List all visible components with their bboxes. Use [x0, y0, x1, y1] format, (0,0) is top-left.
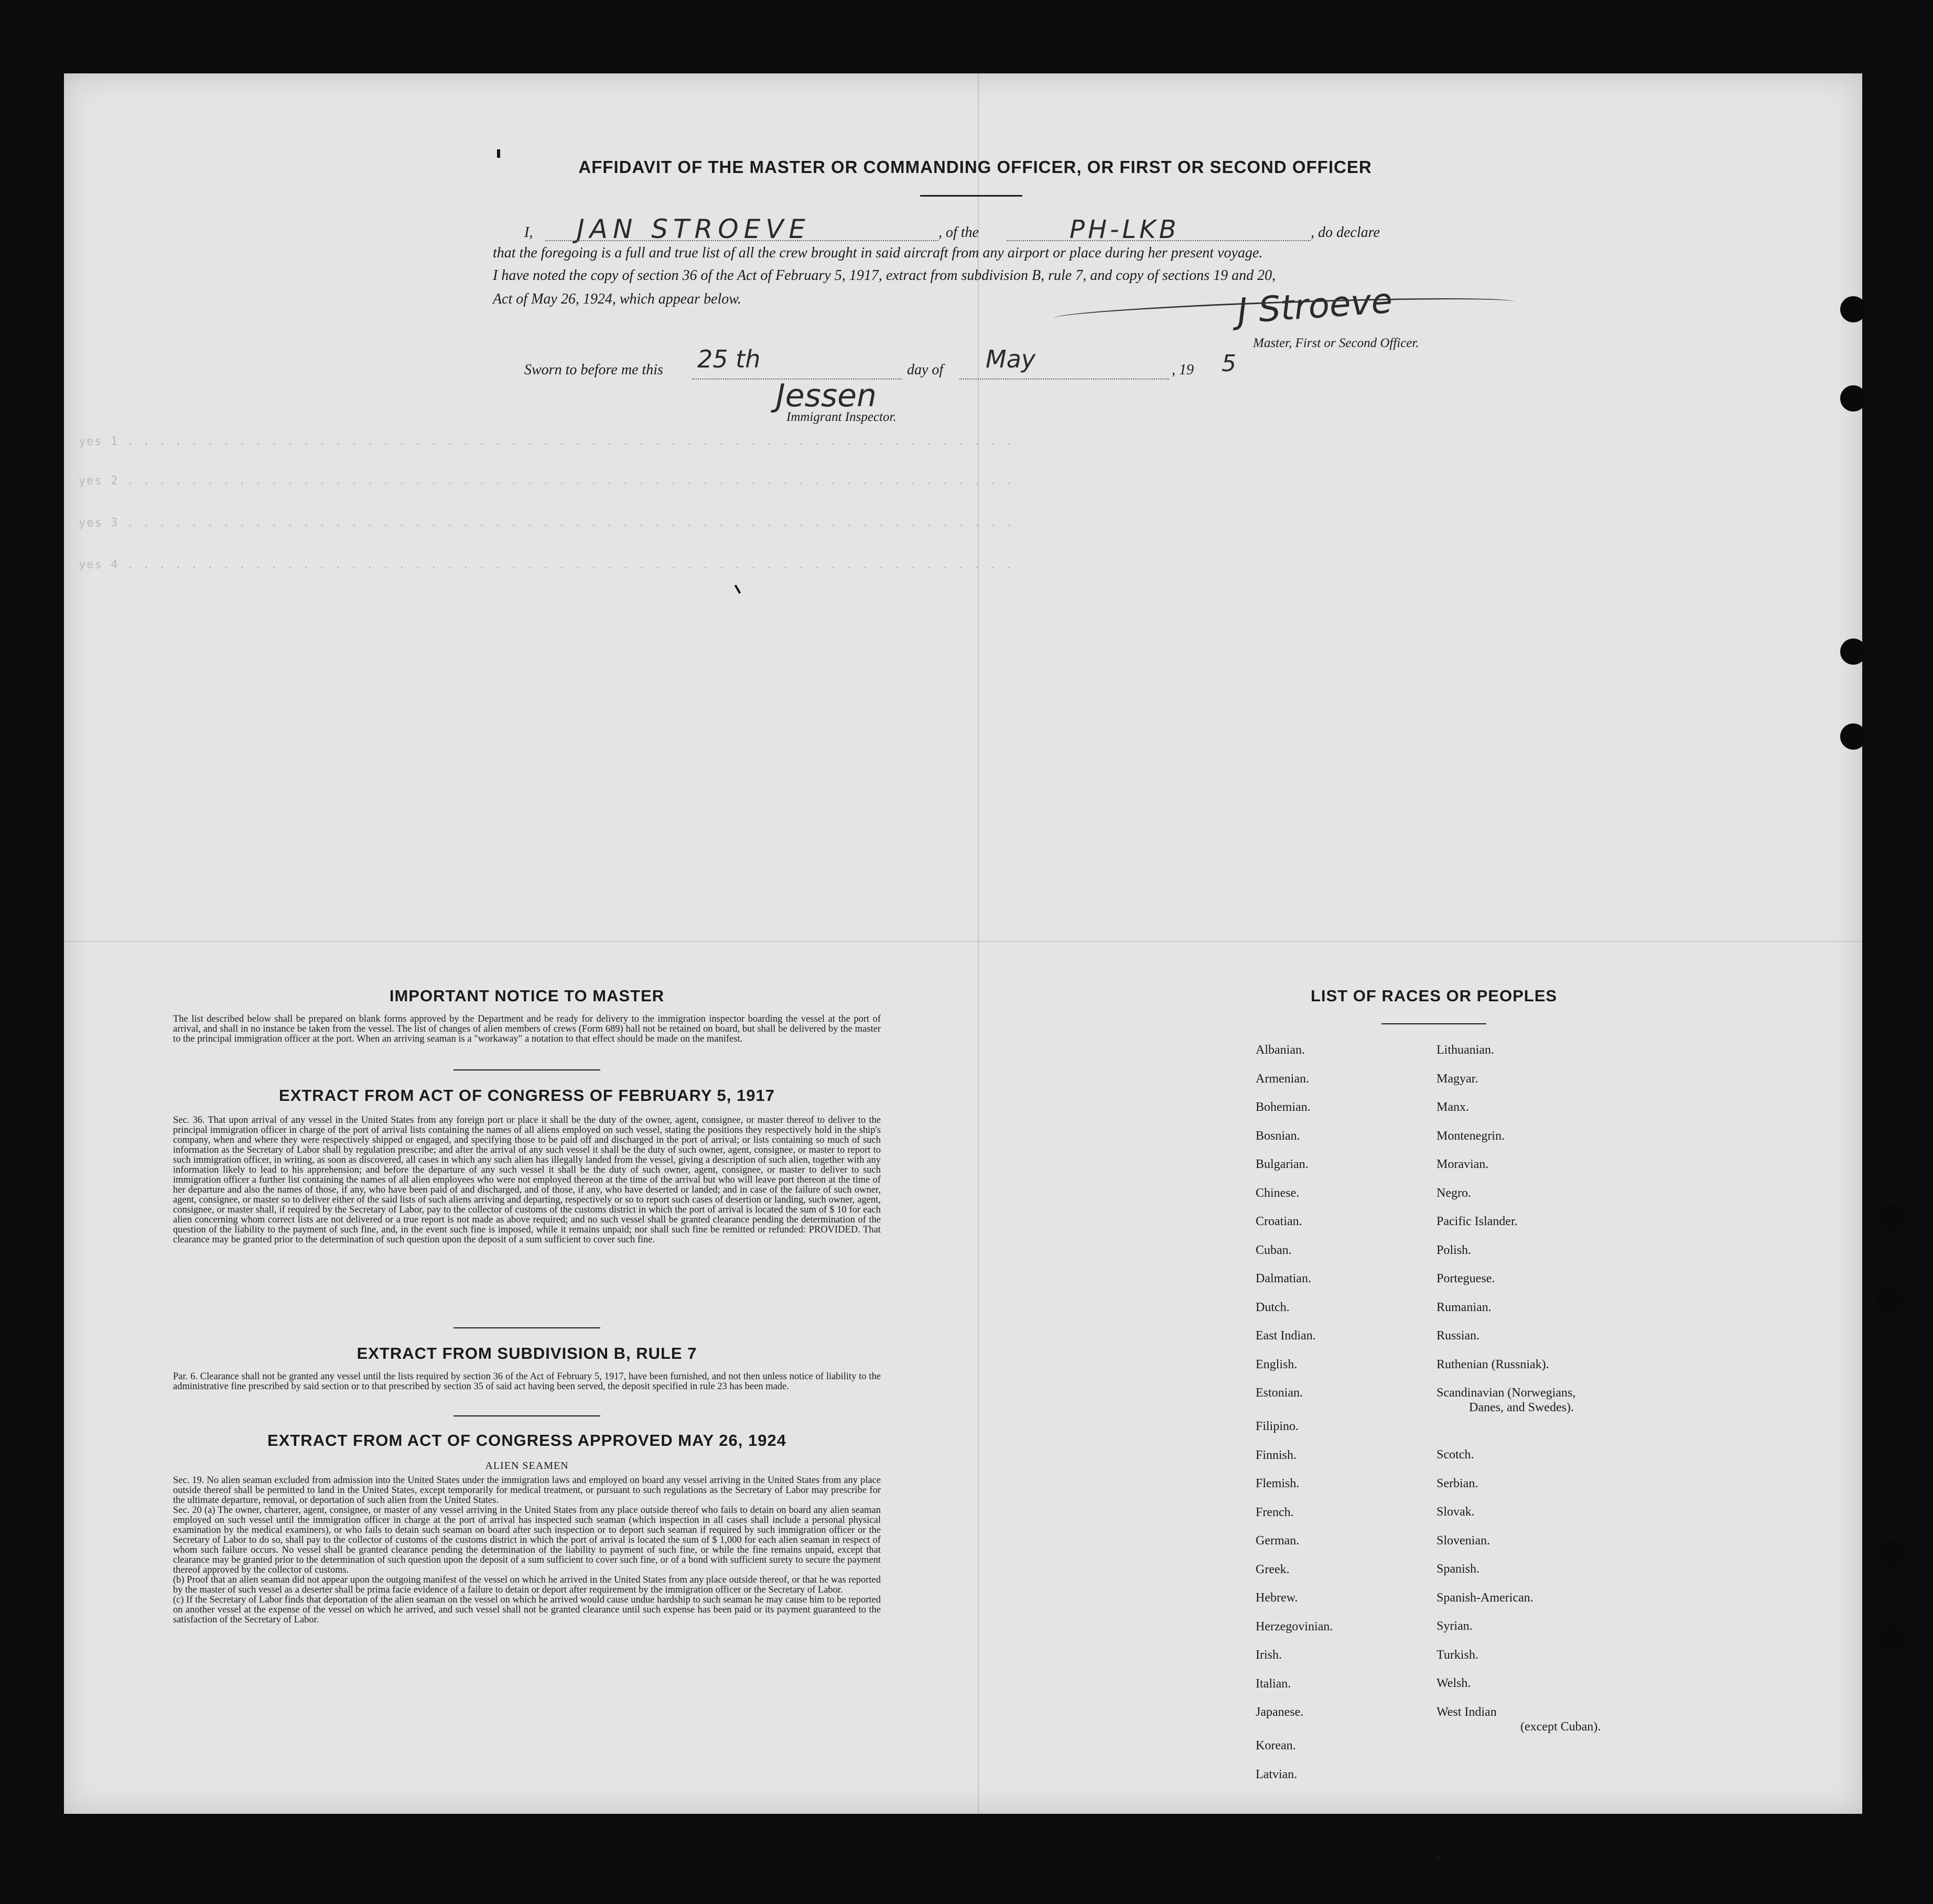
- races-left-column: [1256, 1043, 1423, 1796]
- race-item: Bulgarian.: [1256, 1157, 1309, 1171]
- section-divider: [453, 1069, 600, 1070]
- pronoun-label: I,: [524, 224, 533, 241]
- year-label: , 19: [1172, 362, 1194, 378]
- race-item: Japanese.: [1256, 1705, 1304, 1719]
- race-item: Slovenian.: [1437, 1533, 1490, 1548]
- sworn-month-underline: [959, 378, 1169, 380]
- race-item: Flemish.: [1256, 1477, 1300, 1490]
- race-item: Ruthenian (Russniak).: [1437, 1357, 1549, 1371]
- master-name-value: JAN STROEVE: [577, 214, 811, 244]
- sworn-line: [524, 345, 1258, 388]
- race-item-continuation: Danes, and Swedes).: [1469, 1401, 1574, 1414]
- race-item: Welsh.: [1437, 1676, 1471, 1690]
- aircraft-value: PH-LKB: [1070, 215, 1180, 244]
- sworn-month-value: May: [986, 345, 1036, 373]
- race-item: Pacific Islander.: [1437, 1215, 1518, 1228]
- binder-hole: [1877, 1625, 1903, 1651]
- bleed-through-row: yes 4 . . . . . . . . . . . . . . . . . . . . . . . . . . . . . . . . . . . . . . . . . . . . . . . . . . . . . . . .: [79, 558, 1014, 571]
- section-divider: [453, 1327, 600, 1328]
- race-item: Italian.: [1256, 1676, 1291, 1691]
- race-item: Polish.: [1437, 1243, 1472, 1257]
- race-item: Syrian.: [1437, 1619, 1473, 1633]
- race-item: Armenian.: [1256, 1072, 1309, 1086]
- section-divider: [453, 1415, 600, 1416]
- race-item: Cuban.: [1256, 1243, 1292, 1257]
- aircraft-underline: [1007, 240, 1311, 241]
- race-item: Spanish-American.: [1437, 1591, 1534, 1605]
- extract-rule7-title: EXTRACT FROM SUBDIVISION B, RULE 7: [357, 1344, 697, 1362]
- race-item: Korean.: [1256, 1739, 1296, 1752]
- race-item: Filipino.: [1256, 1420, 1299, 1433]
- race-item: Greek.: [1256, 1562, 1290, 1576]
- race-item: Dalmatian.: [1256, 1272, 1311, 1285]
- race-item: Russian.: [1437, 1329, 1480, 1343]
- affidavit-line-4: Act of May 26, 1924, which appear below.: [493, 291, 741, 307]
- race-item: Herzegovinian.: [1256, 1619, 1333, 1633]
- inspector-caption: Immigrant Inspector.: [786, 410, 897, 424]
- race-item: Latvian.: [1256, 1767, 1298, 1781]
- race-item: Bohemian.: [1256, 1100, 1311, 1114]
- race-item: Irish.: [1256, 1648, 1282, 1662]
- race-item: Estonian.: [1256, 1386, 1303, 1400]
- day-of-label: day of: [907, 362, 944, 378]
- binder-hole: [1877, 1288, 1903, 1314]
- alien-seamen-subtitle: ALIEN SEAMEN: [485, 1460, 569, 1472]
- sec20b-text: (b) Proof that an alien seaman did not appear upon the outgoing manifest of the vessel on which he arrived in the United States from any place outside thereof, or that he was reported by the master of such vessel as a deserter shall be prima facie evidence of a failure to detain or deport after requirement by the immigration officer or the Secretary of Labor.: [173, 1575, 881, 1595]
- race-item: East Indian.: [1256, 1329, 1316, 1343]
- master-signature: J Stroeve: [1236, 280, 1394, 332]
- affidavit-line-1: [524, 214, 1389, 245]
- race-item: German.: [1256, 1534, 1300, 1548]
- races-title-underline: [1381, 1023, 1486, 1024]
- race-item: Porteguese.: [1437, 1272, 1495, 1285]
- extract-1924-title: EXTRACT FROM ACT OF CONGRESS APPROVED MAY 26, 1924: [267, 1431, 786, 1449]
- race-item: Negro.: [1437, 1186, 1471, 1200]
- binder-hole: [1840, 296, 1866, 322]
- extract-1917-text: Sec. 36. That upon arrival of any vessel in the United States from any foreign port or place it shall be the duty of the owner, agent, consignee, or master thereof to deliver to the principal immigration officer in charge of the port of arrival lists containing the names of all aliens employed on such vessel, stating the positions they respectively hold in the ship's company, when and where they were respectively shipped or engaged, and specifying those to be paid off and discharged in the port of arrival; or lists containing so much of such information as the Secretary of Labor shall by regulation prescribe; and after the arrival of any such vessel it shall be the duty of such owner, agent, consignee, or master to report to such immigration officer, in writing, as soon as discovered, all cases in which any such alien has illegally landed from the vessel, giving a description of such alien, together with any information likely to lead to his apprehension; and before the departure of any such vessel it shall be the duty of such owner, agent, consignee, or master to deliver to such immigration officer a further list containing the names of all alien employees who were not employed thereon at the time of the arrival but who will leave port thereon at the time of her departure and also the names of those, if any, who have been paid of and discharged, and of those, if any, who have deserted or landed; and in case of the failure of such owner, agent, consignee, or master so to deliver either of the said lists of such aliens arriving and departing, respectively or so to report such cases of desertion or landing, such owner, agent, consignee, or master shall, if required by the Secretary of Labor, pay to the collector of customs of the customs district in which the port of arrival is located the sum of $ 10 for each alien concerning whom correct lists are not delivered or a true report is not made as above required; and no such vessel shall be granted clearance pending the determination of the question of the liability to the payment of such fine, and, in the event such fine is imposed, while it remains unpaid; nor shall such fine be remitted or refunded: PROVIDED. That clearance may be granted prior to the determination of such question upon the deposit of a sum sufficient to cover such fine.: [173, 1115, 881, 1245]
- notice-text: The list described below shall be prepared on blank forms approved by the Department and be ready for delivery to the immigration inspector boarding the vessel at the port of arrival, and shall in no instance be taken from the vessel. The list of changes of alien members of crews (Form 689) hall not be retained on board, but shall be delivered by the master to the principal immigration officer at the port. When an arriving seaman is a "workaway" a notation to that effect should be made on the manifest.: [173, 1014, 881, 1044]
- extract-1924-body: [173, 1476, 881, 1625]
- fold-crease-horizontal: [64, 941, 1862, 942]
- sworn-day-value: 25 th: [697, 345, 761, 373]
- extract-rule7-text: Par. 6. Clearance shall not be granted any vessel until the lists required by section 36 of the Act of February 5, 1917, have been furnished, and not then unless notice of liability to the administrative fine prescribed by said section or to that prescribed by section 35 of said act having been served, the deposit specified in rule 23 has been made.: [173, 1371, 881, 1392]
- extract-1917-title: EXTRACT FROM ACT OF CONGRESS OF FEBRUARY 5, 1917: [279, 1086, 775, 1105]
- do-declare-label: , do declare: [1311, 224, 1380, 241]
- race-item: Rumanian.: [1437, 1300, 1492, 1314]
- bleed-through-row: yes 1 . . . . . . . . . . . . . . . . . . . . . . . . . . . . . . . . . . . . . . . . . . . . . . . . . . . . . . . .: [79, 435, 1014, 448]
- race-item: Spanish.: [1437, 1562, 1480, 1576]
- sworn-label: Sworn to before me this: [524, 362, 663, 378]
- binder-hole: [1840, 723, 1866, 750]
- race-item: Moravian.: [1437, 1157, 1489, 1171]
- race-item: Finnish.: [1256, 1448, 1297, 1462]
- race-item: English.: [1256, 1357, 1298, 1371]
- sec20c-text: (c) If the Secretary of Labor finds that deportation of the alien seaman on the vessel on which he arrived would cause undue hardship to such seaman he may cause him to be reported on another vessel at the expense of the vessel on which he arrived, and such vessel shall not be granted clearance until such expense has been paid or its payment guaranteed to the satisfaction of the Secretary of Labor.: [173, 1595, 881, 1625]
- race-item: Scotch.: [1437, 1448, 1474, 1462]
- ink-speck: [497, 149, 500, 158]
- race-item: Albanian.: [1256, 1043, 1305, 1057]
- race-item: Turkish.: [1437, 1648, 1478, 1662]
- affidavit-title: AFFIDAVIT OF THE MASTER OR COMMANDING OFFICER, OR FIRST OR SECOND OFFICER: [578, 157, 1372, 177]
- race-item: Magyar.: [1437, 1072, 1478, 1086]
- race-item: French.: [1256, 1505, 1294, 1519]
- race-item: Lithuanian.: [1437, 1043, 1494, 1057]
- race-item: Slovak.: [1437, 1505, 1475, 1519]
- race-item: Croatian.: [1256, 1215, 1302, 1228]
- race-item: Hebrew.: [1256, 1591, 1298, 1605]
- race-item-continuation: (except Cuban).: [1520, 1719, 1601, 1734]
- race-item: West Indian: [1437, 1705, 1497, 1719]
- year-value: 5: [1222, 350, 1236, 377]
- inspector-signature: Jessen: [776, 377, 877, 414]
- master-name-underline: [545, 240, 938, 241]
- title-underline: [920, 195, 1022, 197]
- ink-speck: [1437, 1856, 1441, 1860]
- affidavit-line-2: that the foregoing is a full and true list of all the crew brought in said aircraft from any airport or place during her present voyage.: [493, 245, 1263, 261]
- race-item: Bosnian.: [1256, 1129, 1300, 1143]
- race-item: Scandinavian (Norwegians,: [1437, 1386, 1576, 1400]
- race-item: Dutch.: [1256, 1300, 1290, 1314]
- of-the-label: , of the: [938, 224, 979, 241]
- bleed-through-row: yes 2 . . . . . . . . . . . . . . . . . . . . . . . . . . . . . . . . . . . . . . . . . . . . . . . . . . . . . . . .: [79, 474, 1014, 488]
- binder-hole: [1877, 1540, 1903, 1566]
- races-title: LIST OF RACES OR PEOPLES: [1310, 987, 1558, 1005]
- sec20a-text: Sec. 20 (a) The owner, charterer, agent, consignee, or master of any vessel arriving in the United States from any place outside thereof who fails to detain on board any alien seaman employed on such vessel until the immigration officer in charge at the port of arrival has inspected such seaman (which inspection in all cases shall include a personal physical examination by the medical examiners), or who fails to detain such seaman on board after such inspection or to deport such seaman if required by such immigration officer or the Secretary of Labor to do so, shall pay to the collector of customs of the customs district in which the port of arrival is located the sum of $ 1,000 for each alien seaman in respect of whom such failure occurs. No vessel shall be granted clearance pending the determination of the liability to payment of such fine, or while the fine remains unpaid, except that clearance may be granted prior to the determination of such question upon the deposit of a sum sufficient to cover such fine, or of a bond with sufficient surety to secure the payment thereof approved by the collector of customs.: [173, 1505, 881, 1575]
- race-item: Montenegrin.: [1437, 1129, 1505, 1143]
- binder-hole: [1877, 1204, 1903, 1230]
- sec19-text: Sec. 19. No alien seaman excluded from admission into the United States under the immigration laws and employed on board any vessel arriving in the United States from any place outside thereof shall be permitted to land in the United States, except temporarily for medical treatment, or pursuant to such regulations as the Secretary of Labor may prescribe for the ultimate departure, removal, or deportation of such alien from the United States.: [173, 1475, 881, 1506]
- race-item: Serbian.: [1437, 1476, 1478, 1490]
- bleed-through-row: yes 3 . . . . . . . . . . . . . . . . . . . . . . . . . . . . . . . . . . . . . . . . . . . . . . . . . . . . . . . .: [79, 516, 1014, 529]
- binder-hole: [1840, 639, 1866, 665]
- race-item: Chinese.: [1256, 1186, 1300, 1200]
- races-right-column: [1437, 1043, 1657, 1734]
- notice-title: IMPORTANT NOTICE TO MASTER: [389, 987, 665, 1005]
- affidavit-line-3: I have noted the copy of section 36 of the Act of February 5, 1917, extract from subdivision B, rule 7, and copy of sections 19 and 20,: [493, 267, 1276, 284]
- binder-hole: [1840, 385, 1866, 412]
- race-item: Manx.: [1437, 1100, 1469, 1114]
- fold-crease-vertical: [978, 73, 979, 1814]
- signature-caption: Master, First or Second Officer.: [1253, 336, 1419, 350]
